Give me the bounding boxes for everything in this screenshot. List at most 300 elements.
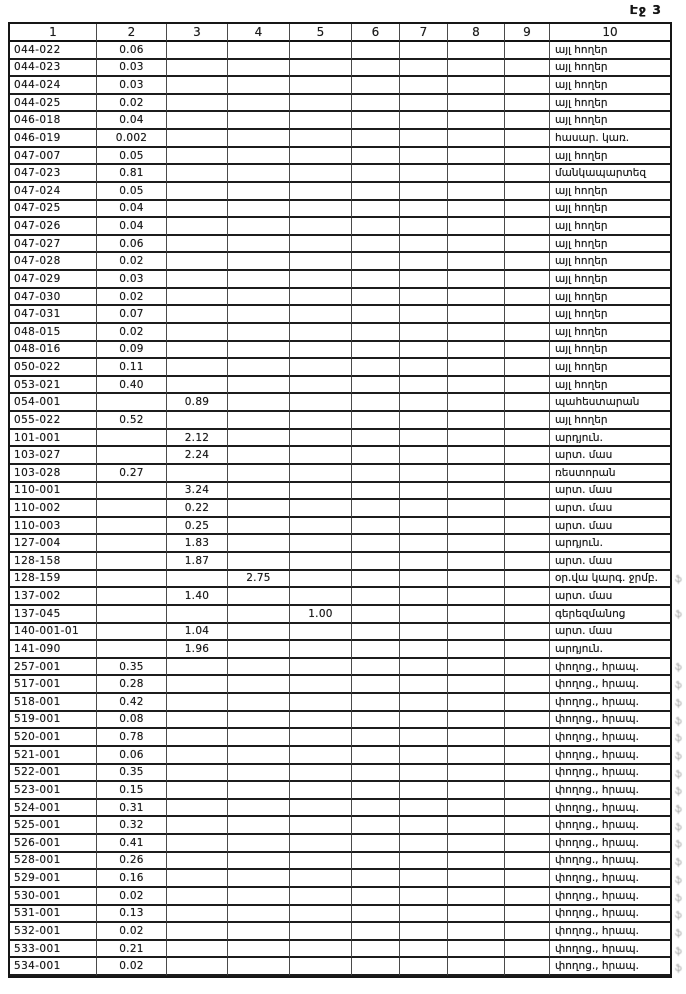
land-category-cell: արտ. մաս xyxy=(550,553,670,571)
area-value-cell xyxy=(228,553,290,571)
area-value-cell xyxy=(352,606,400,624)
area-value-cell xyxy=(167,888,228,906)
area-value-cell xyxy=(228,324,290,342)
area-value-cell: 0.07 xyxy=(97,306,167,324)
area-value-cell: 2.75 xyxy=(228,571,290,589)
area-value-cell xyxy=(448,306,505,324)
area-value-cell: 0.35 xyxy=(97,765,167,783)
area-value-cell: 0.42 xyxy=(97,694,167,712)
area-value-cell xyxy=(505,394,550,412)
area-value-cell xyxy=(290,870,352,888)
area-value-cell xyxy=(400,571,448,589)
area-value-cell xyxy=(228,782,290,800)
area-value-cell xyxy=(400,676,448,694)
area-value-cell xyxy=(228,765,290,783)
area-value-cell xyxy=(400,606,448,624)
area-value-cell xyxy=(167,571,228,589)
margin-mark: ֆ xyxy=(675,946,681,957)
area-value-cell xyxy=(400,412,448,430)
parcel-code-cell: 110-001 xyxy=(10,483,97,501)
land-parcel-table xyxy=(8,22,672,978)
area-value-cell xyxy=(400,800,448,818)
area-value-cell xyxy=(400,923,448,941)
column-header-3: 3 xyxy=(167,24,228,42)
area-value-cell xyxy=(505,77,550,95)
area-value-cell xyxy=(505,817,550,835)
area-value-cell xyxy=(97,535,167,553)
area-value-cell xyxy=(97,571,167,589)
area-value-cell xyxy=(352,412,400,430)
area-value-cell xyxy=(505,765,550,783)
land-category-cell: փողոց., հրապ. xyxy=(550,747,670,765)
area-value-cell xyxy=(290,218,352,236)
area-value-cell xyxy=(228,923,290,941)
area-value-cell: 0.02 xyxy=(97,888,167,906)
area-value-cell xyxy=(505,747,550,765)
area-value-cell xyxy=(505,782,550,800)
area-value-cell: 0.27 xyxy=(97,465,167,483)
area-value-cell xyxy=(352,870,400,888)
area-value-cell xyxy=(290,500,352,518)
area-value-cell xyxy=(290,183,352,201)
area-value-cell xyxy=(352,659,400,677)
area-value-cell xyxy=(167,835,228,853)
area-value-cell: 0.35 xyxy=(97,659,167,677)
area-value-cell xyxy=(448,870,505,888)
area-value-cell xyxy=(228,800,290,818)
area-value-cell xyxy=(290,165,352,183)
area-value-cell xyxy=(228,694,290,712)
margin-mark: ֆ xyxy=(675,858,681,869)
area-value-cell: 0.06 xyxy=(97,236,167,254)
parcel-code-cell: 533-001 xyxy=(10,941,97,959)
area-value-cell xyxy=(352,236,400,254)
area-value-cell xyxy=(400,888,448,906)
area-value-cell xyxy=(448,729,505,747)
area-value-cell xyxy=(400,324,448,342)
area-value-cell xyxy=(352,941,400,959)
area-value-cell: 2.24 xyxy=(167,447,228,465)
area-value-cell xyxy=(448,747,505,765)
margin-mark: ֆ xyxy=(675,805,681,816)
area-value-cell xyxy=(505,923,550,941)
area-value-cell xyxy=(228,853,290,871)
area-value-cell xyxy=(290,782,352,800)
parcel-code-cell: 137-045 xyxy=(10,606,97,624)
area-value-cell xyxy=(505,306,550,324)
land-category-cell: արդյուն. xyxy=(550,535,670,553)
area-value-cell xyxy=(400,870,448,888)
area-value-cell xyxy=(448,483,505,501)
area-value-cell xyxy=(400,60,448,78)
area-value-cell xyxy=(448,412,505,430)
area-value-cell xyxy=(352,42,400,60)
parcel-code-cell: 101-001 xyxy=(10,430,97,448)
area-value-cell xyxy=(400,447,448,465)
parcel-code-cell: 531-001 xyxy=(10,906,97,924)
area-value-cell: 0.13 xyxy=(97,906,167,924)
area-value-cell xyxy=(290,641,352,659)
area-value-cell xyxy=(228,465,290,483)
area-value-cell: 0.04 xyxy=(97,112,167,130)
area-value-cell xyxy=(448,782,505,800)
area-value-cell xyxy=(352,800,400,818)
land-category-cell: փողոց., հրապ. xyxy=(550,782,670,800)
area-value-cell xyxy=(352,289,400,307)
parcel-code-cell: 523-001 xyxy=(10,782,97,800)
area-value-cell xyxy=(228,941,290,959)
parcel-code-cell: 055-022 xyxy=(10,412,97,430)
land-category-cell: արտ. մաս xyxy=(550,518,670,536)
area-value-cell xyxy=(448,447,505,465)
area-value-cell: 0.02 xyxy=(97,289,167,307)
area-value-cell xyxy=(228,289,290,307)
area-value-cell xyxy=(228,729,290,747)
margin-mark: ֆ xyxy=(675,964,681,975)
parcel-code-cell: 257-001 xyxy=(10,659,97,677)
area-value-cell: 0.02 xyxy=(97,324,167,342)
area-value-cell xyxy=(352,77,400,95)
area-value-cell xyxy=(167,694,228,712)
area-value-cell xyxy=(400,835,448,853)
area-value-cell xyxy=(290,571,352,589)
land-category-cell: փողոց., հրապ. xyxy=(550,923,670,941)
area-value-cell xyxy=(505,624,550,642)
area-value-cell xyxy=(448,588,505,606)
area-value-cell xyxy=(228,906,290,924)
area-value-cell xyxy=(448,148,505,166)
area-value-cell xyxy=(228,342,290,360)
column-header-5: 5 xyxy=(290,24,352,42)
land-category-cell: փողոց., հրապ. xyxy=(550,941,670,959)
area-value-cell xyxy=(228,518,290,536)
area-value-cell xyxy=(167,377,228,395)
area-value-cell xyxy=(290,906,352,924)
area-value-cell xyxy=(448,694,505,712)
parcel-code-cell: 534-001 xyxy=(10,958,97,976)
area-value-cell xyxy=(448,77,505,95)
area-value-cell xyxy=(400,394,448,412)
area-value-cell xyxy=(228,835,290,853)
area-value-cell: 2.12 xyxy=(167,430,228,448)
area-value-cell xyxy=(448,712,505,730)
area-value-cell xyxy=(448,394,505,412)
land-category-cell: այլ հողեր xyxy=(550,183,670,201)
area-value-cell xyxy=(448,571,505,589)
area-value-cell xyxy=(352,394,400,412)
land-category-cell: փողոց., հրապ. xyxy=(550,659,670,677)
area-value-cell xyxy=(290,659,352,677)
land-category-cell: այլ հողեր xyxy=(550,95,670,113)
area-value-cell xyxy=(352,271,400,289)
area-value-cell xyxy=(448,606,505,624)
land-category-cell: այլ հողեր xyxy=(550,112,670,130)
area-value-cell xyxy=(448,465,505,483)
area-value-cell xyxy=(352,342,400,360)
area-value-cell xyxy=(400,430,448,448)
area-value-cell xyxy=(352,500,400,518)
area-value-cell xyxy=(505,483,550,501)
land-category-cell: այլ հողեր xyxy=(550,148,670,166)
area-value-cell xyxy=(448,112,505,130)
area-value-cell xyxy=(167,765,228,783)
area-value-cell xyxy=(448,835,505,853)
area-value-cell xyxy=(290,306,352,324)
area-value-cell: 0.04 xyxy=(97,218,167,236)
area-value-cell xyxy=(448,800,505,818)
area-value-cell: 0.78 xyxy=(97,729,167,747)
area-value-cell xyxy=(290,624,352,642)
margin-mark: ֆ xyxy=(675,734,681,745)
area-value-cell xyxy=(167,342,228,360)
area-value-cell xyxy=(228,430,290,448)
land-category-cell: այլ հողեր xyxy=(550,60,670,78)
area-value-cell xyxy=(167,42,228,60)
area-value-cell xyxy=(167,659,228,677)
area-value-cell xyxy=(448,130,505,148)
area-value-cell: 0.03 xyxy=(97,60,167,78)
land-category-cell: այլ հողեր xyxy=(550,253,670,271)
area-value-cell xyxy=(228,377,290,395)
area-value-cell xyxy=(290,465,352,483)
area-value-cell xyxy=(448,888,505,906)
area-value-cell xyxy=(167,306,228,324)
area-value-cell xyxy=(290,747,352,765)
column-header-1: 1 xyxy=(10,24,97,42)
area-value-cell xyxy=(97,606,167,624)
land-category-cell: փողոց., հրապ. xyxy=(550,765,670,783)
area-value-cell xyxy=(290,42,352,60)
area-value-cell xyxy=(228,306,290,324)
area-value-cell xyxy=(400,747,448,765)
area-value-cell: 1.04 xyxy=(167,624,228,642)
area-value-cell xyxy=(97,483,167,501)
area-value-cell xyxy=(505,218,550,236)
land-category-cell: այլ հողեր xyxy=(550,289,670,307)
parcel-code-cell: 522-001 xyxy=(10,765,97,783)
margin-mark: ֆ xyxy=(675,911,681,922)
area-value-cell: 0.02 xyxy=(97,253,167,271)
land-category-cell: արդյուն. xyxy=(550,430,670,448)
parcel-code-cell: 137-002 xyxy=(10,588,97,606)
area-value-cell xyxy=(228,201,290,219)
area-value-cell: 0.21 xyxy=(97,941,167,959)
area-value-cell xyxy=(228,500,290,518)
area-value-cell xyxy=(167,817,228,835)
area-value-cell xyxy=(228,218,290,236)
area-value-cell xyxy=(448,165,505,183)
area-value-cell xyxy=(167,853,228,871)
area-value-cell xyxy=(448,42,505,60)
area-value-cell xyxy=(352,483,400,501)
area-value-cell xyxy=(228,271,290,289)
area-value-cell xyxy=(400,483,448,501)
area-value-cell xyxy=(228,888,290,906)
margin-mark: ֆ xyxy=(675,663,681,674)
area-value-cell xyxy=(448,359,505,377)
area-value-cell xyxy=(400,712,448,730)
area-value-cell xyxy=(290,483,352,501)
margin-mark: ֆ xyxy=(675,822,681,833)
area-value-cell xyxy=(400,659,448,677)
area-value-cell: 0.26 xyxy=(97,853,167,871)
area-value-cell: 0.06 xyxy=(97,42,167,60)
area-value-cell xyxy=(400,465,448,483)
land-category-cell: այլ հողեր xyxy=(550,324,670,342)
parcel-code-cell: 044-025 xyxy=(10,95,97,113)
area-value-cell xyxy=(290,271,352,289)
area-value-cell xyxy=(505,465,550,483)
area-value-cell xyxy=(167,747,228,765)
area-value-cell xyxy=(290,676,352,694)
area-value-cell xyxy=(228,958,290,976)
parcel-code-cell: 103-027 xyxy=(10,447,97,465)
land-category-cell: արտ. մաս xyxy=(550,588,670,606)
area-value-cell xyxy=(505,430,550,448)
area-value-cell xyxy=(167,923,228,941)
area-value-cell xyxy=(400,218,448,236)
area-value-cell xyxy=(400,694,448,712)
area-value-cell: 0.002 xyxy=(97,130,167,148)
area-value-cell xyxy=(228,676,290,694)
area-value-cell xyxy=(505,712,550,730)
area-value-cell xyxy=(290,430,352,448)
area-value-cell xyxy=(228,606,290,624)
area-value-cell xyxy=(400,342,448,360)
margin-mark: ֆ xyxy=(675,716,681,727)
area-value-cell: 0.02 xyxy=(97,923,167,941)
area-value-cell xyxy=(167,60,228,78)
area-value-cell xyxy=(505,941,550,959)
area-value-cell xyxy=(400,518,448,536)
area-value-cell xyxy=(448,676,505,694)
area-value-cell xyxy=(352,377,400,395)
area-value-cell: 0.05 xyxy=(97,148,167,166)
area-value-cell xyxy=(505,324,550,342)
land-category-cell: այլ հողեր xyxy=(550,42,670,60)
area-value-cell xyxy=(97,394,167,412)
area-value-cell xyxy=(352,624,400,642)
area-value-cell xyxy=(228,447,290,465)
area-value-cell: 0.09 xyxy=(97,342,167,360)
parcel-code-cell: 517-001 xyxy=(10,676,97,694)
column-header-8: 8 xyxy=(448,24,505,42)
area-value-cell xyxy=(400,817,448,835)
area-value-cell xyxy=(228,112,290,130)
area-value-cell xyxy=(505,535,550,553)
page-number-label: Էջ 3 xyxy=(629,2,662,17)
area-value-cell xyxy=(505,148,550,166)
land-category-cell: արտ. մաս xyxy=(550,624,670,642)
area-value-cell xyxy=(228,95,290,113)
area-value-cell xyxy=(290,112,352,130)
area-value-cell xyxy=(400,289,448,307)
area-value-cell xyxy=(167,95,228,113)
area-value-cell xyxy=(290,236,352,254)
area-value-cell xyxy=(290,377,352,395)
area-value-cell xyxy=(228,77,290,95)
land-category-cell: փողոց., հրապ. xyxy=(550,853,670,871)
area-value-cell xyxy=(505,571,550,589)
land-category-cell: պահեստարան xyxy=(550,394,670,412)
parcel-code-cell: 524-001 xyxy=(10,800,97,818)
area-value-cell xyxy=(448,60,505,78)
area-value-cell xyxy=(290,518,352,536)
area-value-cell xyxy=(400,253,448,271)
area-value-cell xyxy=(290,130,352,148)
area-value-cell: 0.08 xyxy=(97,712,167,730)
parcel-code-cell: 128-158 xyxy=(10,553,97,571)
area-value-cell: 0.04 xyxy=(97,201,167,219)
area-value-cell: 0.03 xyxy=(97,77,167,95)
area-value-cell xyxy=(228,130,290,148)
parcel-code-cell: 530-001 xyxy=(10,888,97,906)
parcel-code-cell: 047-031 xyxy=(10,306,97,324)
area-value-cell xyxy=(290,729,352,747)
area-value-cell xyxy=(352,676,400,694)
area-value-cell: 0.03 xyxy=(97,271,167,289)
area-value-cell xyxy=(167,77,228,95)
area-value-cell xyxy=(505,60,550,78)
parcel-code-cell: 532-001 xyxy=(10,923,97,941)
area-value-cell xyxy=(352,835,400,853)
area-value-cell xyxy=(228,165,290,183)
area-value-cell xyxy=(352,747,400,765)
area-value-cell xyxy=(448,906,505,924)
land-category-cell: արտ. մաս xyxy=(550,500,670,518)
margin-mark: ֆ xyxy=(675,681,681,692)
margin-mark: ֆ xyxy=(675,928,681,939)
area-value-cell xyxy=(228,253,290,271)
area-value-cell xyxy=(290,835,352,853)
area-value-cell xyxy=(167,800,228,818)
parcel-code-cell: 044-024 xyxy=(10,77,97,95)
area-value-cell xyxy=(228,659,290,677)
parcel-code-cell: 053-021 xyxy=(10,377,97,395)
area-value-cell: 0.06 xyxy=(97,747,167,765)
parcel-code-cell: 520-001 xyxy=(10,729,97,747)
area-value-cell: 0.52 xyxy=(97,412,167,430)
area-value-cell xyxy=(167,165,228,183)
area-value-cell xyxy=(352,447,400,465)
area-value-cell xyxy=(352,201,400,219)
area-value-cell xyxy=(228,394,290,412)
area-value-cell xyxy=(352,765,400,783)
parcel-code-cell: 047-026 xyxy=(10,218,97,236)
area-value-cell xyxy=(352,148,400,166)
area-value-cell xyxy=(448,958,505,976)
area-value-cell xyxy=(352,641,400,659)
parcel-code-cell: 519-001 xyxy=(10,712,97,730)
margin-mark: ֆ xyxy=(675,769,681,780)
area-value-cell: 1.40 xyxy=(167,588,228,606)
area-value-cell xyxy=(352,60,400,78)
area-value-cell xyxy=(228,483,290,501)
area-value-cell xyxy=(505,641,550,659)
land-category-cell: արդյուն. xyxy=(550,641,670,659)
area-value-cell xyxy=(400,958,448,976)
area-value-cell xyxy=(505,447,550,465)
area-value-cell: 0.11 xyxy=(97,359,167,377)
area-value-cell xyxy=(352,183,400,201)
area-value-cell xyxy=(448,183,505,201)
area-value-cell xyxy=(167,870,228,888)
area-value-cell xyxy=(400,148,448,166)
area-value-cell xyxy=(505,500,550,518)
parcel-code-cell: 518-001 xyxy=(10,694,97,712)
area-value-cell: 0.89 xyxy=(167,394,228,412)
area-value-cell xyxy=(505,112,550,130)
